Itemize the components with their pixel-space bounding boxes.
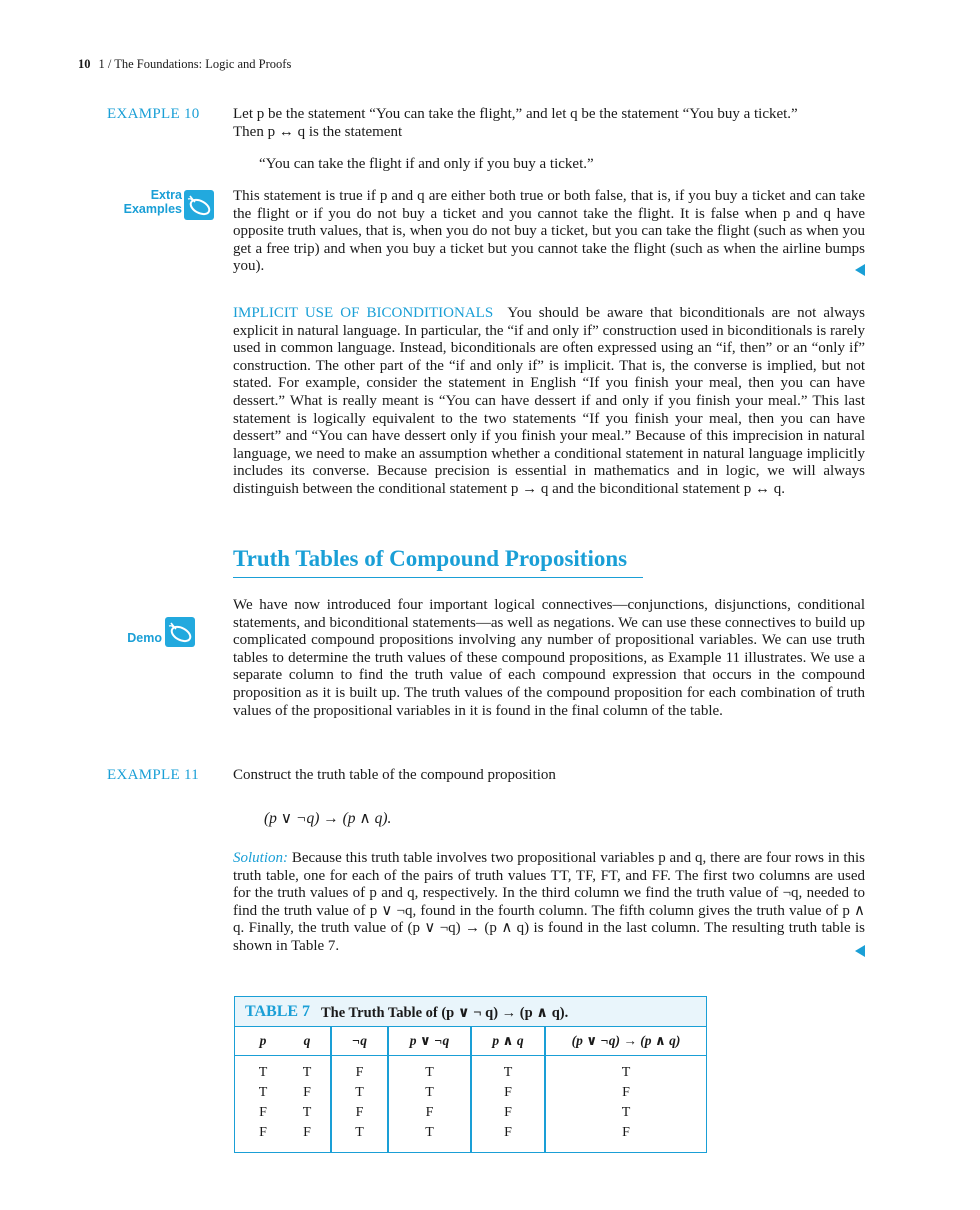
running-header <box>78 57 291 72</box>
table-cell: T <box>425 1125 434 1140</box>
solution-paragraph <box>233 850 865 956</box>
table-cell: T <box>425 1085 434 1100</box>
table-cell: F <box>259 1105 267 1120</box>
example-10-quote: “You can take the flight if and only if you buy a ticket.” <box>259 156 594 172</box>
table-cell: F <box>303 1085 311 1100</box>
implicit-paragraph <box>233 305 865 499</box>
table-cell: F <box>355 1065 364 1080</box>
table-cell: T <box>355 1085 364 1100</box>
demo-link[interactable]: Demo <box>127 631 162 645</box>
implicit-text: You should be aware that biconditionals are not always explicit in natural language. In particular, the “if and only if” construction used in biconditionals is rarely used in common language. Instead, biconditionals are often expressed using an “if, then” or an “only if” construction. The other part of the “if and only if” is implicit. That is, the converse is implied, but not stated. For example, consider the statement in English “If you finish your meal, then you can have dessert.” What is really meant is “You can have dessert if and only if you finish your meal.” This last statement is logically equivalent to the two statements “If you finish your meal, then you can have dessert” and “You can have dessert only if you finish your meal.” Because of this imprecision in natural language, we need to make an assumption whether a conditional statement in natural language implicitly includes its converse. Because precision is essential in mathematics and in logic, we will always distinguish between the conditional statement p → q and the biconditional statement p ↔ q. <box>233 305 865 497</box>
example-10-paragraph: This statement is true if p and q are either both true or both false, that is, if you buy a ticket and can take the flight or if you do not buy a ticket and you cannot take the flight. It is false when p and q have opposite truth values, that is, when you do not buy a ticket, but you can take the flight (such as when you get a free trip) and when you buy a ticket but you cannot take the flight (such as when the airline bumps you). <box>233 188 865 275</box>
table-cell: T <box>355 1125 364 1140</box>
section-title: Truth Tables of Compound Propositions <box>233 546 628 571</box>
header-q: q <box>303 1033 311 1048</box>
section-title-rule <box>233 577 643 578</box>
truth-table <box>234 996 707 1153</box>
example-11-prompt: Construct the truth table of the compound proposition <box>233 767 556 783</box>
implicit-heading: IMPLICIT USE OF BICONDITIONALS <box>233 305 494 321</box>
example-10-label: EXAMPLE 10 <box>107 106 200 122</box>
table-cell: F <box>303 1125 311 1140</box>
extra-examples-link[interactable]: Extra Examples <box>123 188 182 216</box>
solution-text: Because this truth table involves two propositional variables p and q, there are four rows in this truth table, one for each of the pairs of truth values TT, TF, FT, and FF. The first two columns are used for the truth values of p and q, respectively. In the third column we find the truth value of ¬q, needed to find the truth value of p ∨ ¬q, found in the fourth column. The fifth column gives the truth value of p ∧ q. Finally, the truth value of (p ∨ ¬q) → (p ∧ q) is found in the last column. The resulting truth table is shown in Table 7. <box>233 850 865 954</box>
table-cell: F <box>622 1085 630 1100</box>
example-10-line2: Then p ↔ q is the statement <box>233 124 403 140</box>
table-number: TABLE 7 <box>245 1003 311 1020</box>
table-cell: F <box>425 1105 434 1120</box>
example-10-line1: Let p be the statement “You can take the flight,” and let q be the statement “You buy a ticket.” <box>233 106 798 122</box>
table-cell: T <box>621 1105 631 1120</box>
table-cell: F <box>504 1125 512 1140</box>
table-cell: F <box>504 1085 512 1100</box>
header-p-or-not-q: p ∨ ¬q <box>409 1033 450 1048</box>
example-11-formula: (p ∨ ¬q) → (p ∧ q). <box>264 810 392 827</box>
table-cell: T <box>302 1105 312 1120</box>
table-cell: F <box>259 1125 267 1140</box>
table-caption <box>235 997 706 1027</box>
header-p: p <box>259 1033 267 1048</box>
table-cell: T <box>302 1065 312 1080</box>
mouse-icon[interactable] <box>165 617 195 647</box>
running-title: 1 / The Foundations: Logic and Proofs <box>98 57 292 71</box>
table-cell: F <box>504 1105 512 1120</box>
table-cell: F <box>355 1105 364 1120</box>
table-cell: T <box>258 1085 268 1100</box>
table-cell: F <box>622 1125 630 1140</box>
table-title: The Truth Table of (p ∨ ¬ q) → (p ∧ q). <box>321 1005 569 1021</box>
header-not-q: ¬q <box>352 1033 367 1048</box>
table-cell: T <box>258 1065 268 1080</box>
end-of-example-marker <box>855 945 865 957</box>
table-cell: T <box>621 1065 631 1080</box>
header-compound: (p ∨ ¬q) → (p ∧ q) <box>571 1033 681 1048</box>
page-number: 10 <box>78 57 91 71</box>
table-cell: T <box>503 1065 513 1080</box>
end-of-example-marker <box>855 264 865 276</box>
example-11-label: EXAMPLE 11 <box>107 767 200 783</box>
section-paragraph: We have now introduced four important logical connectives—conjunctions, disjunctions, conditional statements, and biconditional statements—as well as negations. We can use these connectives to build up complicated compound propositions involving any number of propositional variables. We can use truth tables to determine the truth values of these compound propositions, as Example 11 illustrates. We use a separate column to find the truth value of each compound expression that occurs in the compound proposition as it is built up. The truth values of the compound proposition for each combination of truth values of the propositional variables in it is found in the final column of the table. <box>233 597 865 719</box>
mouse-icon[interactable] <box>184 190 214 220</box>
header-p-and-q: p ∧ q <box>492 1033 524 1048</box>
table-cell: T <box>425 1065 434 1080</box>
solution-label: Solution: <box>233 850 288 866</box>
